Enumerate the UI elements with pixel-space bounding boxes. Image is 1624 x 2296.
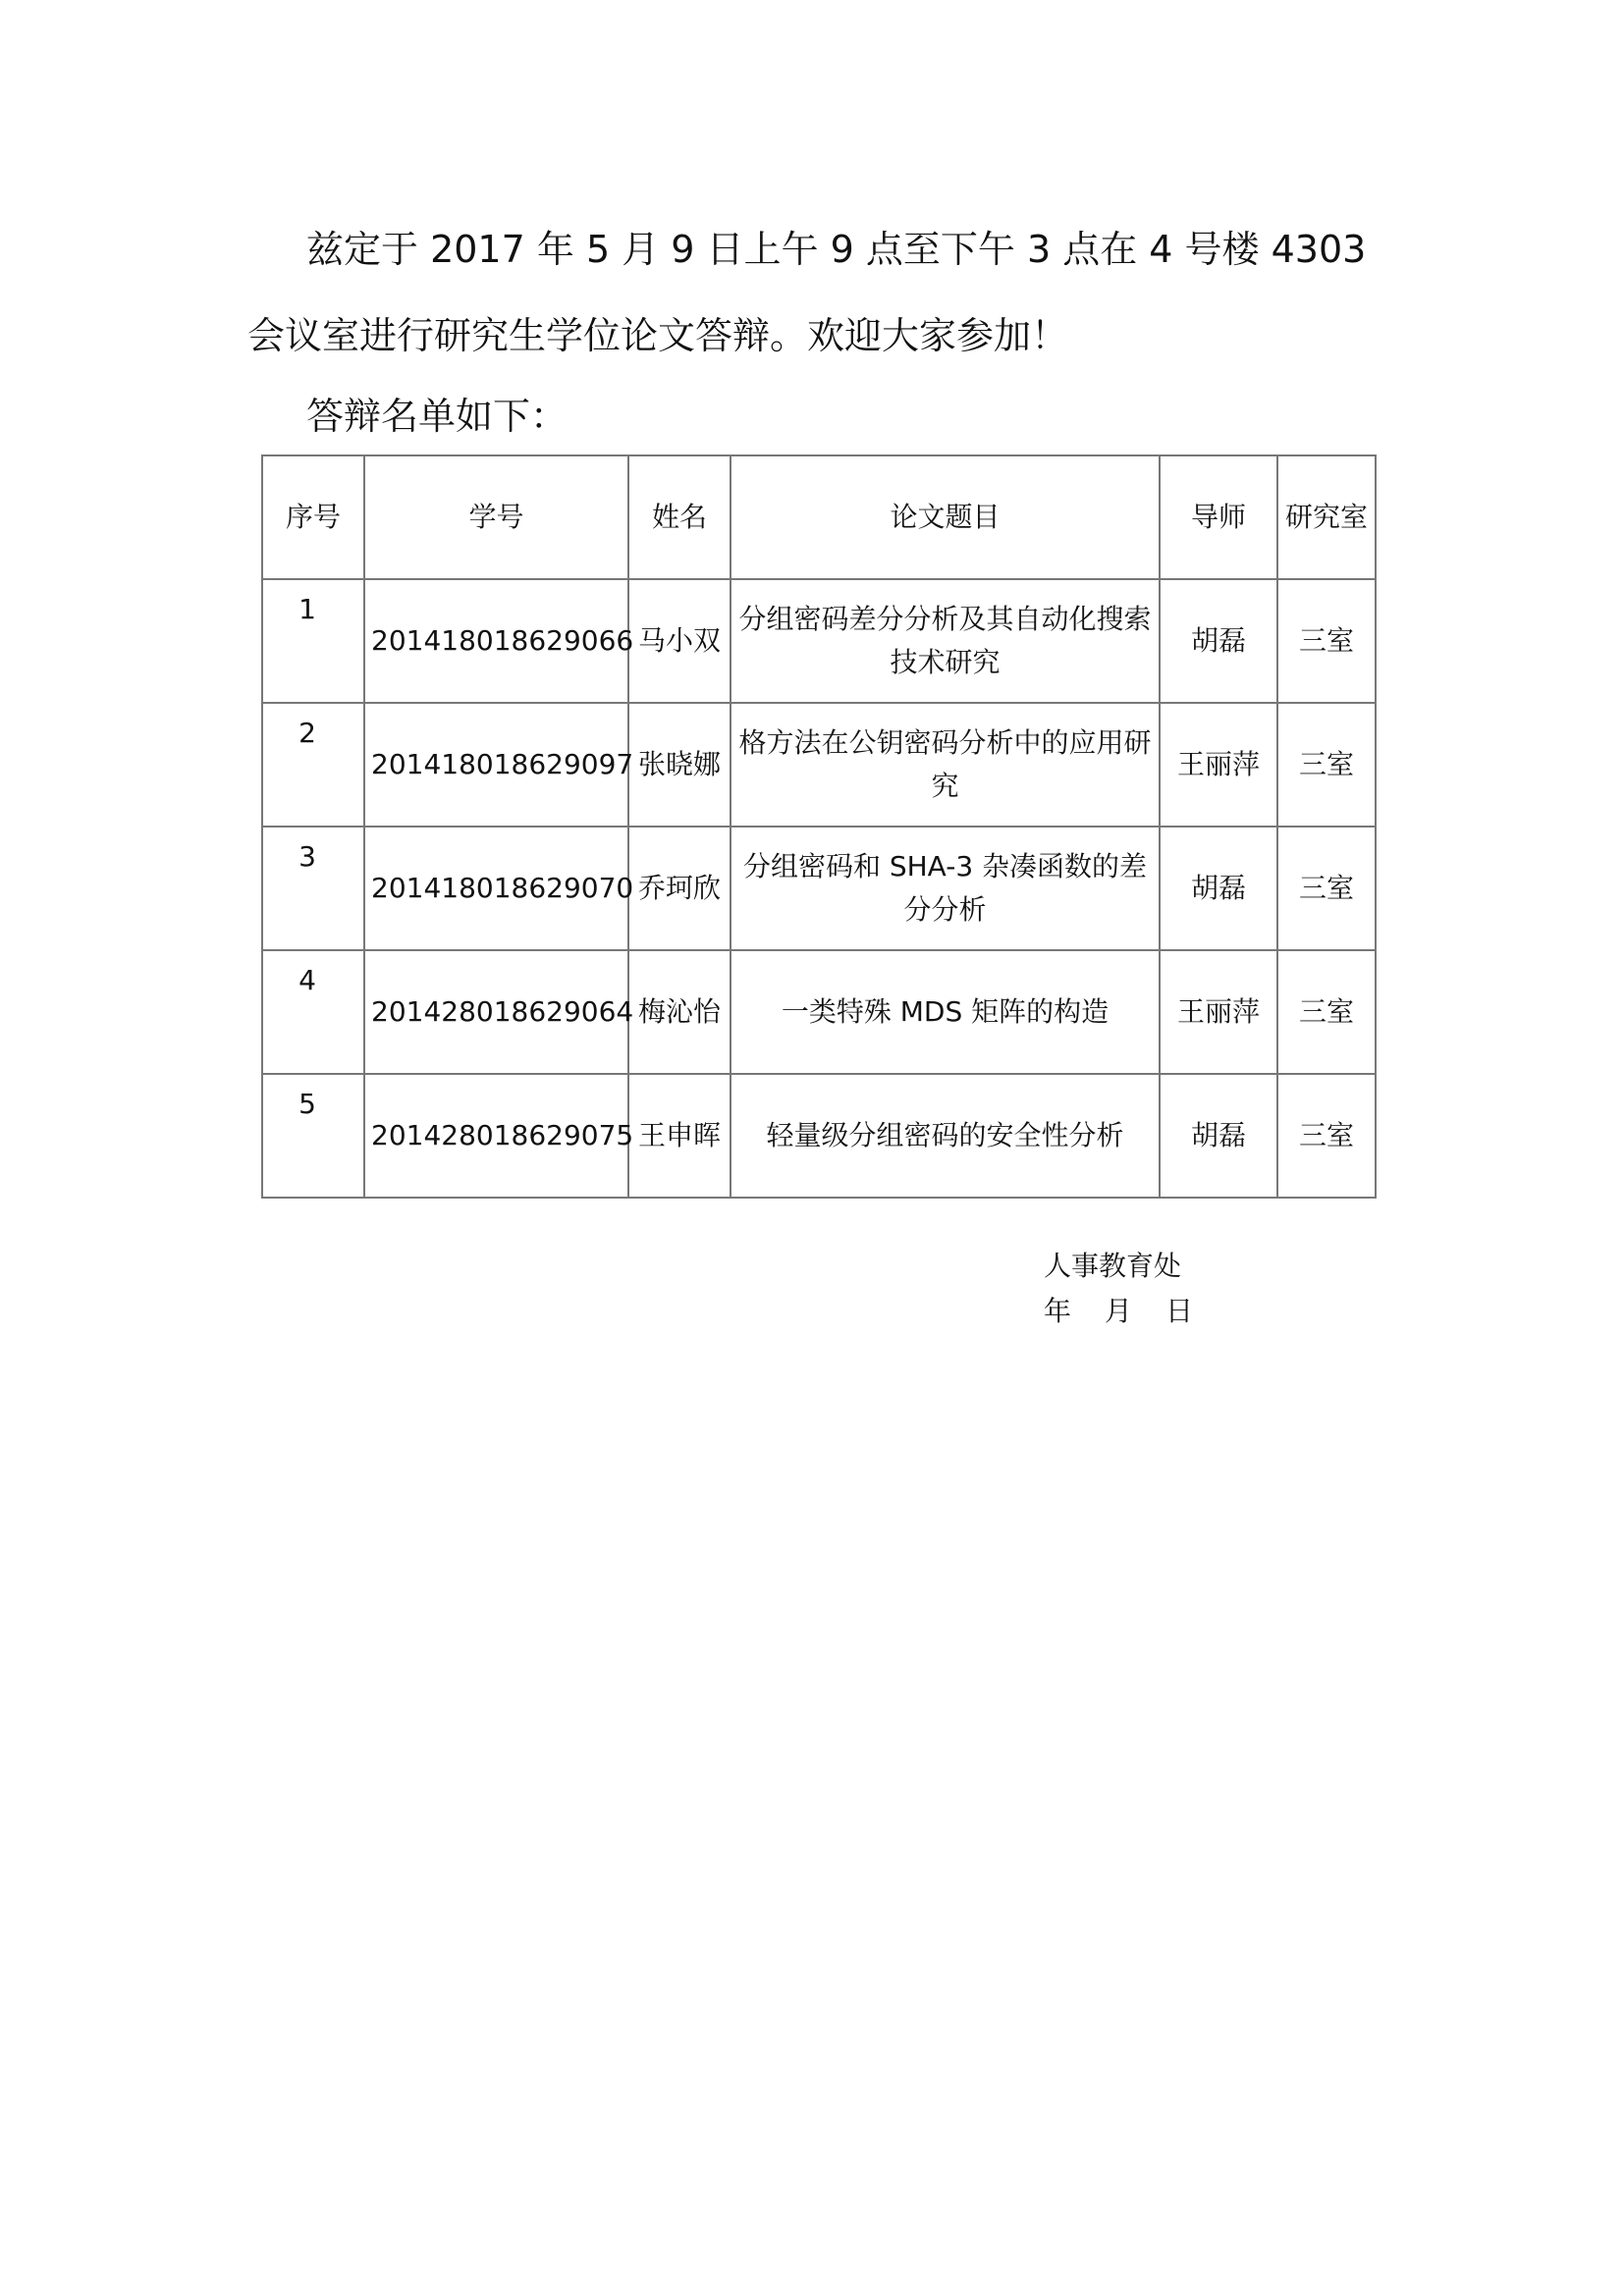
cell-student-id: 201418018629066	[364, 579, 628, 703]
cell-name: 乔珂欣	[628, 827, 731, 950]
table-row	[262, 579, 1376, 703]
cell-lab: 三室	[1277, 579, 1376, 703]
cell-student-id: 201428018629075	[364, 1074, 628, 1198]
cell-seq	[262, 579, 364, 703]
table-row	[262, 950, 1376, 1074]
cell-seq-value: 5	[298, 1088, 316, 1120]
cell-advisor: 胡磊	[1160, 827, 1277, 950]
cell-title: 分组密码和 SHA-3 杂凑函数的差分分析	[731, 827, 1160, 950]
signature-date	[1044, 1290, 1193, 1333]
header-lab: 研究室	[1277, 455, 1376, 579]
cell-seq	[262, 827, 364, 950]
header-title: 论文题目	[731, 455, 1160, 579]
cell-name: 梅沁怡	[628, 950, 731, 1074]
header-student-id: 学号	[364, 455, 628, 579]
list-heading: 答辩名单如下：	[306, 395, 568, 438]
cell-seq-value: 4	[298, 964, 316, 996]
cell-student-id: 201428018629064	[364, 950, 628, 1074]
cell-title: 轻量级分组密码的安全性分析	[731, 1074, 1160, 1198]
defense-schedule-table	[261, 454, 1377, 1199]
cell-name: 张晓娜	[628, 703, 731, 827]
issuer-signature: 人事教育处	[1044, 1250, 1182, 1282]
table-row	[262, 703, 1376, 827]
cell-name: 马小双	[628, 579, 731, 703]
cell-seq-value: 3	[298, 840, 316, 873]
cell-seq-value: 2	[298, 717, 316, 749]
cell-lab: 三室	[1277, 1074, 1376, 1198]
cell-advisor: 胡磊	[1160, 579, 1277, 703]
cell-seq	[262, 1074, 364, 1198]
cell-student-id: 201418018629070	[364, 827, 628, 950]
date-day: 日	[1165, 1295, 1194, 1327]
cell-seq	[262, 950, 364, 1074]
cell-advisor: 王丽萍	[1160, 703, 1277, 827]
notice-intro: 兹定于 2017 年 5 月 9 日上午 9 点至下午 3 点在 4 号楼 4303 会议室进行研究生学位论文答辩。欢迎大家参加！	[247, 228, 1367, 357]
date-year: 年	[1044, 1295, 1072, 1327]
cell-advisor: 胡磊	[1160, 1074, 1277, 1198]
cell-lab: 三室	[1277, 703, 1376, 827]
cell-title: 分组密码差分分析及其自动化搜索技术研究	[731, 579, 1160, 703]
header-name: 姓名	[628, 455, 731, 579]
header-advisor: 导师	[1160, 455, 1277, 579]
cell-lab: 三室	[1277, 950, 1376, 1074]
cell-name: 王申晖	[628, 1074, 731, 1198]
cell-seq	[262, 703, 364, 827]
cell-title: 一类特殊 MDS 矩阵的构造	[731, 950, 1160, 1074]
cell-lab: 三室	[1277, 827, 1376, 950]
date-month: 月	[1105, 1295, 1133, 1327]
header-seq: 序号	[262, 455, 364, 579]
cell-title: 格方法在公钥密码分析中的应用研究	[731, 703, 1160, 827]
cell-student-id: 201418018629097	[364, 703, 628, 827]
table-header-row	[262, 455, 1376, 579]
table-row	[262, 827, 1376, 950]
cell-advisor: 王丽萍	[1160, 950, 1277, 1074]
cell-seq-value: 1	[298, 593, 316, 625]
table-row	[262, 1074, 1376, 1198]
